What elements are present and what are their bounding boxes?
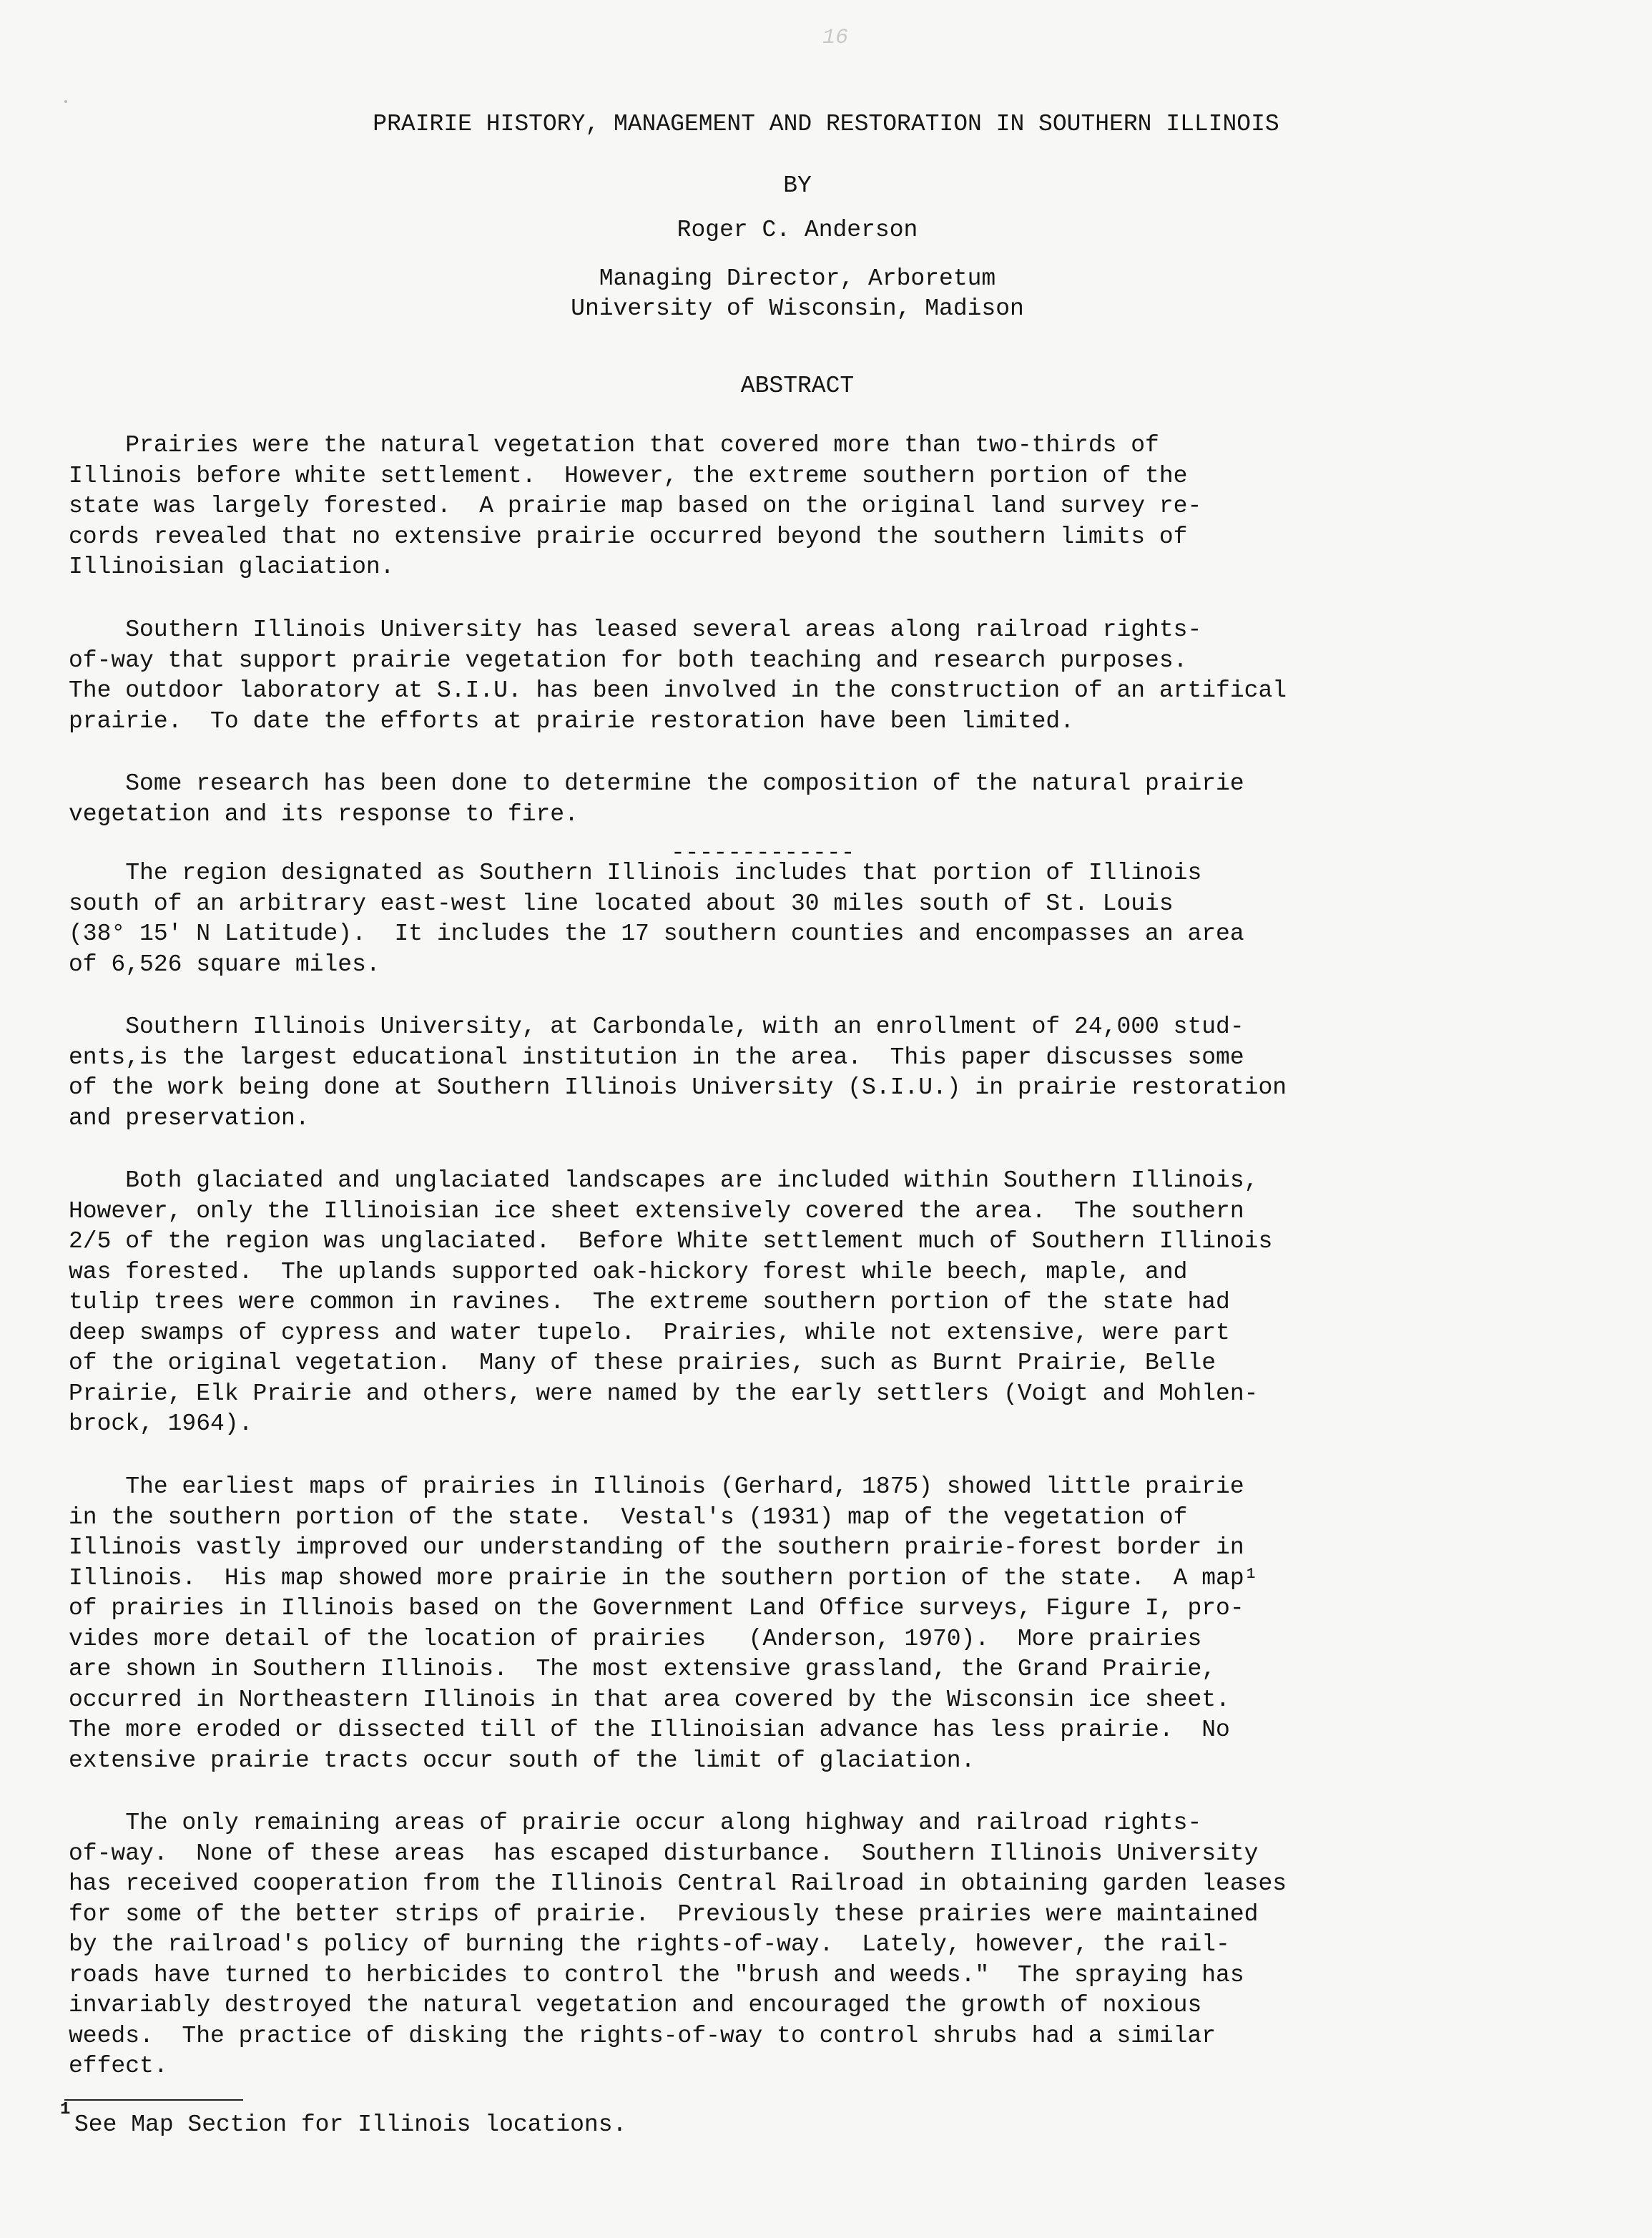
abstract-paragraph-3: Some research has been done to determine the composition of the natural prairie vegetation and its response to fire. — [69, 770, 1244, 828]
body-paragraph-university: Southern Illinois University, at Carbondale, with an enrollment of 24,000 stud- ents,is the largest educational institution in the area. This paper discusses some of the work being done at Southern Illinois University (S.I.U.) in prairie restoration and preservation. — [69, 1014, 1287, 1132]
abstract-paragraph-2: Southern Illinois University has leased several areas along railroad rights- of-way that support prairie vegetation for both teaching and research purposes. The outdoor laboratory at S.I.U. has been involved in the construction of an artifical prairie. To date the efforts at prairie restoration have been limited. — [69, 617, 1287, 735]
body-paragraph-maps: The earliest maps of prairies in Illinois (Gerhard, 1875) showed little prairie in the southern portion of the state. Vestal's (1931) map of the vegetation of Illinois vastly improved our understanding of the southern prairie-forest border in Illinois. His map showed more prairie in the southern portion of the state. A map¹ of prairies in Illinois based on the Government Land Office surveys, Figure I, pro- vides more detail of the location of prairies (Anderson, 1970). More prairies are shown in Southern Illinois. The most extensive grassland, the Grand Prairie, occurred in Northeastern Illinois in that area covered by the Wisconsin ice sheet. The more eroded or dissected till of the Illinoisian advance has less prairie. No extensive prairie tracts occur south of the limit of glaciation. — [69, 1473, 1259, 1774]
section-separator: ------------- — [671, 840, 855, 866]
footnote-text: See Map Section for Illinois locations. — [74, 2111, 627, 2138]
body-paragraph-region: The region designated as Southern Illinois includes that portion of Illinois south of an arbitrary east-west line located about 30 miles south of St. Louis (38° 15' N Latitude). It includes the 17 southern counties and encompasses an area of 6,526 square miles. — [69, 860, 1244, 978]
body-paragraph-landscapes: Both glaciated and unglaciated landscapes are included within Southern Illinois, However, only the Illinoisian ice sheet extensively covered the area. The southern 2/5 of the region was unglaciated. Before White settlement much of Southern Illinois was forested. The uplands supported oak-hickory forest while beech, maple, and tulip trees were common in ravines. The extreme southern portion of the state had deep swamps of cypress and water tupelo. Prairies, while not extensive, were part of the original vegetation. Many of these prairies, such as Burnt Prairie, Belle Prairie, Elk Prairie and others, were named by the early settlers (Voigt and Mohlen- brock, 1964). — [69, 1167, 1273, 1437]
body-paragraph-rights-of-way: The only remaining areas of prairie occur along highway and railroad rights- of-way. None of these areas has escaped disturbance. Southern Illinois University has received cooperation from the Illinois Central Railroad in obtaining garden leases for some of the better strips of prairie. Previously these prairies were maintained by the railroad's policy of burning the rights-of-way. Lately, however, the rail- roads have turned to herbicides to control the "brush and weeds." The spraying has invariably destroyed the natural vegetation and encouraged the growth of noxious weeds. The practice of disking the rights-of-way to control shrubs had a similar effect. — [69, 1810, 1287, 2079]
footnote-rule — [64, 2099, 243, 2101]
scan-speck — [64, 100, 67, 103]
byline-label: BY — [783, 172, 812, 199]
paper-title: PRAIRIE HISTORY, MANAGEMENT AND RESTORATION IN SOUTHERN ILLINOIS — [373, 111, 1279, 137]
footnote-marker: 1 — [60, 2100, 71, 2119]
abstract-heading: ABSTRACT — [740, 373, 855, 399]
author-affiliation-1: Managing Director, Arboretum — [599, 265, 996, 292]
author-affiliation-2: University of Wisconsin, Madison — [571, 295, 1024, 322]
page-number: 16 — [822, 26, 849, 50]
abstract-paragraph-1: Prairies were the natural vegetation that covered more than two-thirds of Illinois before white settlement. However, the extreme southern portion of the state was largely forested. A prairie map based on the original land survey re- cords revealed that no extensive prairie occurred beyond the southern limits of Illinoisian glaciation. — [69, 432, 1202, 580]
author-name: Roger C. Anderson — [677, 217, 918, 243]
